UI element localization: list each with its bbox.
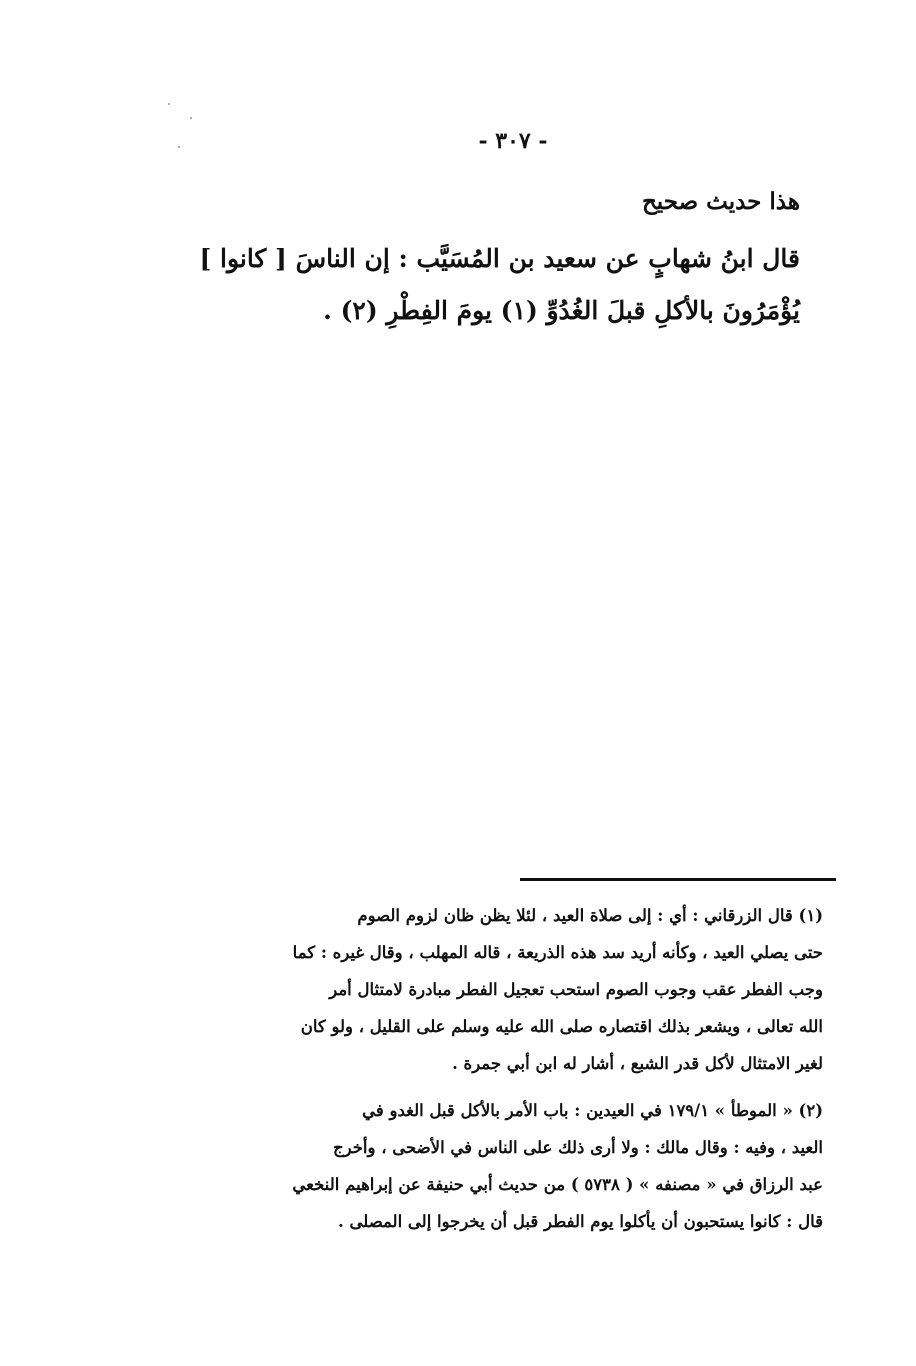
- footnote-1: [158, 897, 823, 1082]
- footnotes: [158, 897, 823, 1250]
- footnote-separator: [520, 878, 836, 881]
- footnote-line: وجب الفطر عقب وجوب الصوم استحب تعجيل الفطر مبادرة لامتثال أمر: [329, 980, 823, 999]
- footnote-line: الله تعالى ، ويشعر بذلك اقتصاره صلى الله عليه وسلم على القليل ، ولو كان: [300, 1017, 823, 1036]
- section-heading: هذا حديث صحيح: [641, 188, 800, 215]
- footnote-line: العيد ، وفيه : وقال مالك : ولا أرى ذلك على الناس في الأضحى ، وأخرج: [332, 1138, 823, 1157]
- footnote-line: عبد الرزاق في « مصنفه » ( ٥٧٣٨ ) من حديث أبي حنيفة عن إبراهيم النخعي: [292, 1175, 823, 1194]
- main-text-line: يُؤْمَرُونَ بالأكلِ قبلَ الغُدُوِّ (١) يومَ الفِطْرِ (٢) .: [323, 296, 800, 325]
- footnote-line: (٢) « الموطأ » ١٧٩/١ في العيدين : باب الأمر بالأكل قبل الغدو في: [362, 1101, 823, 1120]
- footnote-line: (١) قال الزرقاني : أي : إلى صلاة العيد ، لئلا يظن ظان لزوم الصوم: [357, 906, 823, 925]
- footnote-line: قال : كانوا يستحبون أن يأكلوا يوم الفطر قبل أن يخرجوا إلى المصلى .: [338, 1212, 823, 1231]
- main-text-line: قال ابنُ شهابٍ عن سعيد بن المُسَيَّب : إن الناسَ [ كانوا ]: [199, 244, 800, 273]
- footnote-line: حتى يصلي العيد ، وكأنه أريد سد هذه الذريعة ، قاله المهلب ، وقال غيره : كما: [292, 943, 823, 962]
- scan-speck: [168, 103, 170, 105]
- scan-speck: [190, 117, 192, 119]
- main-text: [150, 188, 800, 337]
- footnote-line: لغير الامتثال لأكل قدر الشبع ، أشار له ابن أبي جمرة .: [452, 1054, 823, 1073]
- page-number: - ٣٠٧ -: [478, 128, 548, 154]
- footnote-2: [158, 1092, 823, 1240]
